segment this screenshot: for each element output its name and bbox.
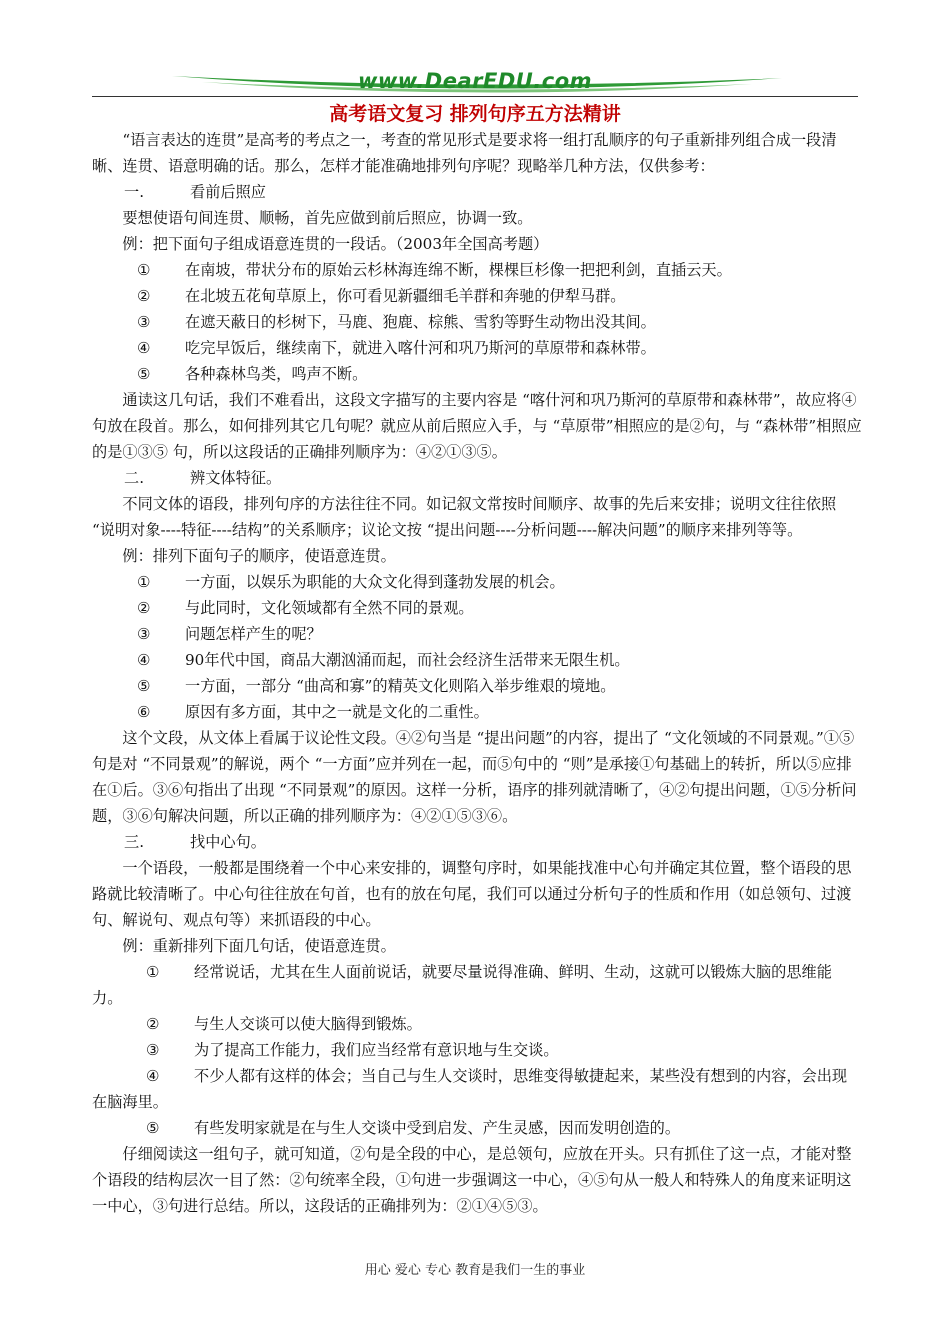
- list-item: ③ 问题怎样产生的呢？: [137, 625, 322, 643]
- list-item: ① 一方面，以娱乐为职能的大众文化得到蓬勃发展的机会。: [137, 573, 565, 591]
- page-footer: 用心 爱心 专心 教育是我们一生的事业: [364, 1263, 586, 1278]
- list-item: ② 与此同时，文化领域都有全然不同的景观。: [137, 599, 474, 617]
- section-heading-2: 二. 辨文体特征。: [124, 469, 282, 487]
- list-item: ② 与生人交谈可以使大脑得到锻炼。: [146, 1015, 422, 1033]
- list-item: ② 在北坡五花甸草原上，你可看见新疆细毛羊群和奔驰的伊犁马群。: [137, 287, 626, 305]
- document-body: [92, 127, 862, 1219]
- intro-paragraph: “语言表达的连贯”是高考的考点之一，考查的常见形式是要求将一组打乱顺序的句子重新排列组合成一段清晰、连贯、语意明确的话。那么，怎样才能准确地排列句序呢？现略举几种方法，仅供参考：: [92, 131, 837, 175]
- list-item: ④ 吃完早饭后，继续南下，就进入喀什河和巩乃斯河的草原带和森林带。: [137, 339, 656, 357]
- document-title: 高考语文复习 排列句序五方法精讲: [329, 103, 621, 125]
- paragraph: 一个语段，一般都是围绕着一个中心来安排的，调整句序时，如果能找准中心句并确定其位置，整个语段的思路就比较清晰了。中心句往往放在句首，也有的放在句尾，我们可以通过分析句子的性质和作用（如总领句、过渡句、解说句、观点句等）来抓语段的中心。: [92, 859, 852, 929]
- example-prompt: 例：把下面句子组成语意连贯的一段话。（2003年全国高考题）: [122, 235, 549, 253]
- list-item: ① 经常说话，尤其在生人面前说话，就要尽量说得准确、鲜明、生动，这就可以锻炼大脑的思维能力。: [92, 963, 832, 1007]
- list-item: ① 在南坡，带状分布的原始云杉林海连绵不断，棵棵巨杉像一把把利剑，直插云天。: [137, 261, 732, 279]
- list-item: ④ 90年代中国，商品大潮汹涌而起，而社会经济生活带来无限生机。: [137, 651, 630, 669]
- paragraph: 不同文体的语段，排列句序的方法往往不同。如记叙文常按时间顺序、故事的先后来安排；说明文往往依照 “说明对象----特征----结构”的关系顺序；议论文按 “提出问题----分析问题----解决问题”的顺序来排列等等。: [92, 495, 837, 539]
- section-heading-3: 三. 找中心句。: [124, 833, 266, 851]
- header-rule: [92, 96, 858, 97]
- site-logo-text: www.DearEDU.com: [357, 69, 593, 93]
- paragraph: 要想使语句间连贯、顺畅，首先应做到前后照应，协调一致。: [122, 209, 533, 227]
- example-prompt: 例：重新排列下面几句话，使语意连贯。: [122, 937, 396, 955]
- analysis-paragraph: 通读这几句话，我们不难看出，这段文字描写的主要内容是 “喀什河和巩乃斯河的草原带和森林带”，故应将④句放在段首。那么，如何排列其它几句呢？就应从前后照应入手，与 “草原带”相照应的是②句，与 “森林带”相照应的是①③⑤ 句，所以这段话的正确排列顺序为：④②①③⑤。: [92, 391, 862, 461]
- list-item: ⑤ 各种森林鸟类，鸣声不断。: [137, 365, 368, 383]
- list-item: ⑤ 一方面，一部分 “曲高和寡”的精英文化则陷入举步维艰的境地。: [137, 677, 616, 695]
- section-heading-1: 一. 看前后照应: [124, 183, 266, 201]
- analysis-paragraph: 这个文段，从文体上看属于议论性文段。④②句当是 “提出问题”的内容，提出了 “文化领域的不同景观。”①⑤句是对 “不同景观”的解说，两个 “一方面”应并列在一起，而⑤句中的 “则”是承接①句基础上的转折，所以⑤应排在①后。③⑥句指出了出现 “不同景观”的原因。这样一分析，语序的排列就清晰了，④②句提出问题，①⑤分析问题，③⑥句解决问题，所以正确的排列顺序为：④②①⑤③⑥。: [92, 729, 857, 825]
- list-item: ⑤ 有些发明家就是在与生人交谈中受到启发、产生灵感，因而发明创造的。: [146, 1119, 680, 1137]
- analysis-paragraph: 仔细阅读这一组句子，就可知道，②句是全段的中心，是总领句，应放在开头。只有抓住了这一点，才能对整个语段的结构层次一目了然：②句统率全段，①句进一步强调这一中心，④⑤句从一般人和特殊人的角度来证明这一中心，③句进行总结。所以，这段话的正确排列为：②①④⑤③。: [92, 1145, 852, 1215]
- example-prompt: 例：排列下面句子的顺序，使语意连贯。: [122, 547, 396, 565]
- list-item: ④ 不少人都有这样的体会；当自己与生人交谈时，思维变得敏捷起来，某些没有想到的内容，会出现在脑海里。: [92, 1067, 848, 1111]
- list-item: ⑥ 原因有多方面，其中之一就是文化的二重性。: [137, 703, 489, 721]
- list-item: ③ 在遮天蔽日的杉树下，马鹿、狍鹿、棕熊、雪豹等野生动物出没其间。: [137, 313, 656, 331]
- list-item: ③ 为了提高工作能力，我们应当经常有意识地与生交谈。: [146, 1041, 559, 1059]
